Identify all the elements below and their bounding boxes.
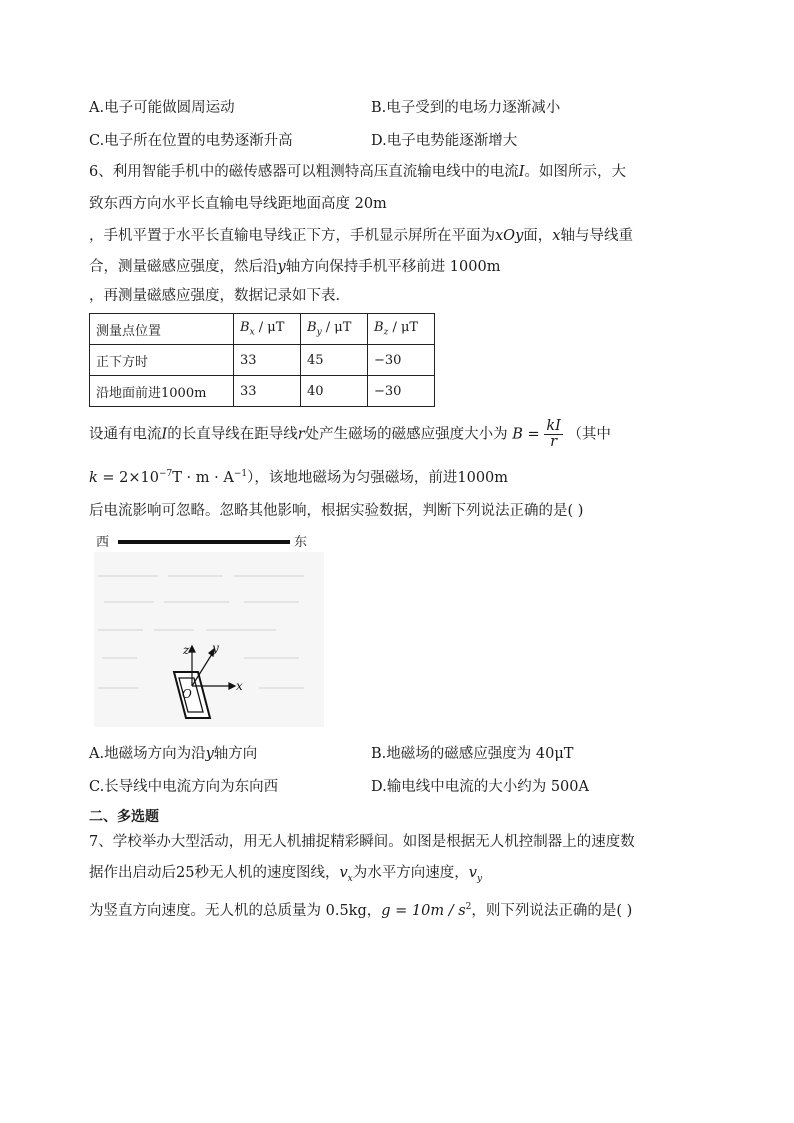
axis-x-label: x — [236, 679, 243, 693]
q6-option-c: C.长导线中电流方向为东向西 — [89, 779, 279, 795]
table-header-row — [90, 314, 435, 345]
q6-option-b: B.地磁场的磁感应强度为 40μT — [371, 746, 574, 762]
table-header-by: $B_y$ / μT — [301, 314, 368, 345]
q6-formula-line: 设通有电流I的长直导线在距导线r处产生磁场的磁感应强度大小为 B = $\frac{kI}{r}$ （其中 — [89, 418, 611, 450]
table-cell: 正下方时 — [90, 345, 234, 376]
q5-option-a: A.电子可能做圆周运动 — [89, 100, 235, 116]
table-cell: −30 — [368, 376, 435, 407]
q6-stem-line5: ，再测量磁感应强度，数据记录如下表. — [89, 288, 341, 304]
table-cell: 33 — [234, 376, 301, 407]
q6-stem-line4: 合，测量磁感应强度，然后沿y轴方向保持手机平移前进 1000m — [89, 259, 501, 275]
axis-z-label: z — [183, 643, 190, 657]
q6-option-a: A.地磁场方向为沿y轴方向 — [89, 746, 258, 762]
q6-stem-line1: 6、利用智能手机中的磁传感器可以粗测特高压直流输电线中的电流I。如图所示，大 — [89, 164, 626, 180]
q6-figure — [94, 532, 324, 732]
q7-stem-line3: 为竖直方向速度。无人机的总质量为 0.5kg，$g = 10m / s^2$，则下列说法正确的是( ) — [89, 902, 633, 919]
q6-question-line: 后电流影响可忽略。忽略其他影响，根据实验数据，判断下列说法正确的是( ) — [89, 503, 584, 519]
table-header-bz: $B_z$ / μT — [368, 314, 435, 345]
formula-lhs: B = — [512, 426, 540, 443]
q5-option-c: C.电子所在位置的电势逐渐升高 — [89, 133, 293, 149]
axis-y-label: y — [212, 641, 219, 655]
formula-fraction: $\frac{kI}{r}$ — [546, 418, 561, 450]
table-header-position: 测量点位置 — [90, 314, 234, 345]
q5-option-b: B.电子受到的电场力逐渐减小 — [371, 100, 561, 116]
q6-option-d: D.输电线中电流的大小约为 500A — [371, 779, 589, 795]
east-label: 东 — [294, 535, 308, 550]
measurement-table — [89, 313, 435, 407]
table-cell: 40 — [301, 376, 368, 407]
table-row — [90, 376, 435, 407]
q7-stem-line2: 据作出启动后25秒无人机的速度图线，$v_x$为水平方向速度，$v_y$ — [89, 865, 483, 884]
origin-label: O — [182, 687, 192, 701]
q6-stem-line2: 致东西方向水平长直输电导线距地面高度 20m — [89, 196, 387, 212]
q6-stem-line3: ，手机平置于水平长直输电导线正下方，手机显示屏所在平面为xOy面，x轴与导线重 — [89, 228, 633, 244]
table-cell: 33 — [234, 345, 301, 376]
q6-constant-line: $k = 2\times 10^{-7}T \cdot m \cdot A^{-1}$），该地地磁场为匀强磁场，前进1000m — [89, 469, 509, 486]
q5-option-d: D.电子电势能逐渐增大 — [371, 133, 518, 149]
table-cell: 沿地面前进1000m — [90, 376, 234, 407]
q7-stem-line1: 7、学校举办大型活动，用无人机捕捉精彩瞬间。如图是根据无人机控制器上的速度数 — [89, 834, 635, 850]
table-header-bx: $B_x$ / μT — [234, 314, 301, 345]
section-heading: 二、多选题 — [89, 809, 159, 825]
table-cell: 45 — [301, 345, 368, 376]
west-label: 西 — [96, 535, 110, 550]
table-cell: −30 — [368, 345, 435, 376]
table-row — [90, 345, 435, 376]
phone-under-wire-diagram — [94, 532, 324, 732]
